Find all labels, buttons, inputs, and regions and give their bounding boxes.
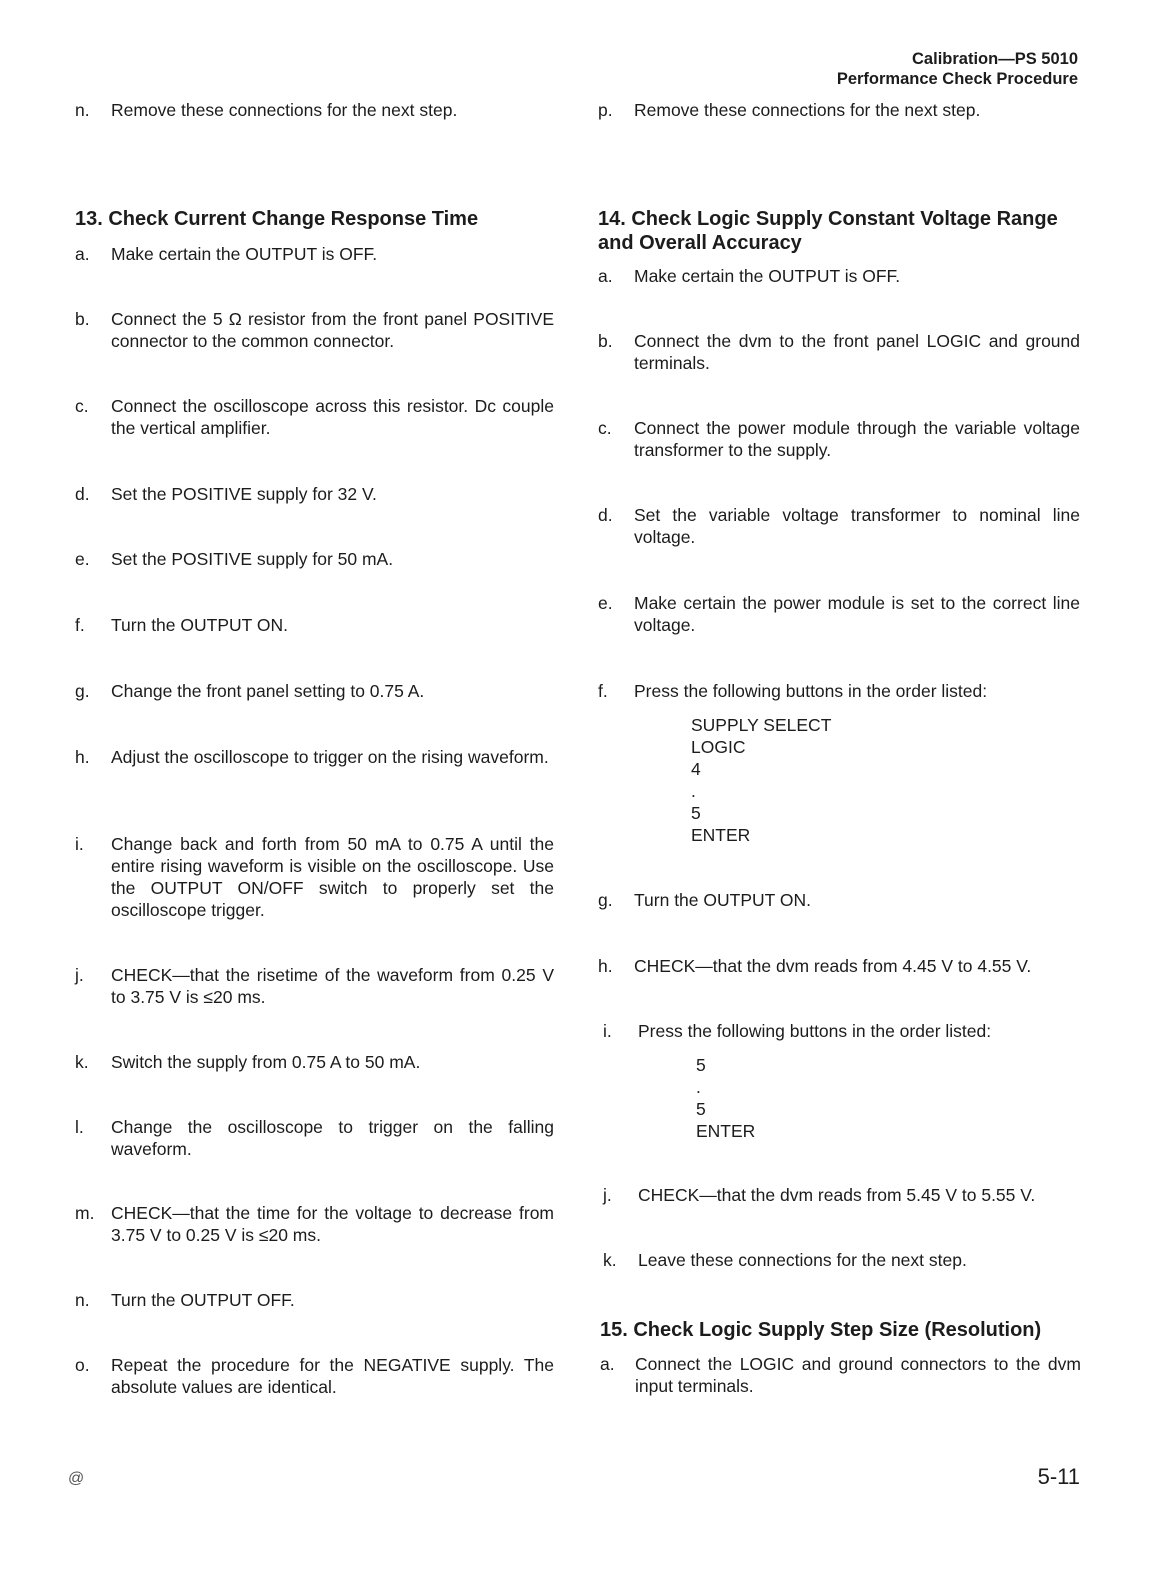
step-text: Repeat the procedure for the NEGATIVE supply. The absolute values are identical. [111,1355,554,1397]
step-text: Change the oscilloscope to trigger on the falling waveform. [111,1117,554,1159]
step-text: Connect the LOGIC and ground connectors to the dvm input terminals. [635,1354,1081,1396]
key-enter: ENTER [696,1121,756,1141]
step-letter: a. [75,244,90,264]
step-letter: n. [75,100,90,120]
step-letter: b. [75,309,90,329]
key-supply-select: SUPPLY SELECT [691,715,832,735]
step-letter: m. [75,1203,95,1223]
running-header [837,49,1078,89]
step-text: Change back and forth from 50 mA to 0.75 A until the entire rising waveform is visible on the oscilloscope. Use the OUTPUT ON/OFF switch to properly set the oscilloscope trigger. [111,834,554,920]
step-letter: o. [75,1355,90,1375]
step-letter: f. [75,615,85,635]
section-13-title: 13. Check Current Change Response Time [75,208,479,230]
step-text: Set the variable voltage transformer to nominal line voltage. [634,505,1080,547]
step-text: Make certain the power module is set to the correct line voltage. [634,593,1080,635]
step-letter: a. [598,266,613,286]
step-text: Make certain the OUTPUT is OFF. [634,266,901,286]
footer-mark: @ [68,1470,85,1487]
step-text: Connect the 5 Ω resistor from the front panel POSITIVE connector to the common connector. [111,309,554,351]
step-text: Turn the OUTPUT ON. [111,615,288,635]
step-text: Turn the OUTPUT OFF. [111,1290,295,1310]
step-letter: h. [598,956,613,976]
step-text: Connect the dvm to the front panel LOGIC and ground terminals. [634,331,1080,373]
step-text: Change the front panel setting to 0.75 A. [111,681,425,701]
step-text: CHECK—that the time for the voltage to decrease from 3.75 V to 0.25 V is ≤20 ms. [111,1203,554,1245]
key-digit: 5 [696,1099,706,1119]
step-letter: b. [598,331,613,351]
section-14-title [598,207,1058,255]
key-digit: 4 [691,759,701,779]
step-letter: l. [75,1117,84,1137]
step-letter: n. [75,1290,90,1310]
step-letter: c. [598,418,612,438]
step-letter: c. [75,396,89,416]
step-letter: i. [603,1021,612,1041]
step-text: Press the following buttons in the order listed: [638,1021,992,1041]
step-letter: d. [598,505,613,525]
step-letter: d. [75,484,90,504]
step-text: Switch the supply from 0.75 A to 50 mA. [111,1052,421,1072]
step-text: CHECK—that the dvm reads from 4.45 V to 4.55 V. [634,956,1032,976]
key-digit: 5 [696,1055,706,1075]
step-letter: k. [603,1250,617,1270]
header-line-1: Calibration—PS 5010 [912,50,1078,68]
step-text: Press the following buttons in the order listed: [634,681,988,701]
section-14-title-line-2: and Overall Accuracy [598,232,802,254]
step-text: Remove these connections for the next step. [111,100,458,120]
step-letter: f. [598,681,608,701]
step-letter: j. [603,1185,612,1205]
step-text: Connect the power module through the variable voltage transformer to the supply. [634,418,1080,460]
step-letter: e. [75,549,90,569]
step-text: Set the POSITIVE supply for 32 V. [111,484,377,504]
step-text: Connect the oscilloscope across this resistor. Dc couple the vertical amplifier. [111,396,554,438]
section-15-title: 15. Check Logic Supply Step Size (Resolution) [600,1319,1042,1341]
step-text: Adjust the oscilloscope to trigger on the rising waveform. [111,747,549,767]
step-text: Set the POSITIVE supply for 50 mA. [111,549,394,569]
key-decimal: . [691,781,696,801]
step-letter: g. [75,681,90,701]
header-line-2: Performance Check Procedure [836,70,1078,88]
step-text: Make certain the OUTPUT is OFF. [111,244,378,264]
page-number: 5-11 [1037,1464,1080,1489]
step-text: Turn the OUTPUT ON. [634,890,811,910]
step-text: CHECK—that the risetime of the waveform from 0.25 V to 3.75 V is ≤20 ms. [111,965,554,1007]
button-sequence-f [691,714,831,846]
step-letter: k. [75,1052,89,1072]
section-14-title-line-1: 14. Check Logic Supply Constant Voltage Range [598,208,1058,230]
step-letter: h. [75,747,90,767]
step-letter: p. [598,100,613,120]
step-letter: a. [600,1354,615,1374]
step-letter: g. [598,890,613,910]
key-decimal: . [696,1077,701,1097]
step-text: Remove these connections for the next step. [634,100,981,120]
key-logic: LOGIC [691,737,746,757]
step-text: CHECK—that the dvm reads from 5.45 V to 5.55 V. [638,1185,1036,1205]
step-letter: j. [75,965,84,985]
step-letter: i. [75,834,84,854]
button-sequence-i [696,1054,755,1142]
key-enter: ENTER [691,825,751,845]
step-letter: e. [598,593,613,613]
step-text: Leave these connections for the next step. [638,1250,967,1270]
key-digit: 5 [691,803,701,823]
